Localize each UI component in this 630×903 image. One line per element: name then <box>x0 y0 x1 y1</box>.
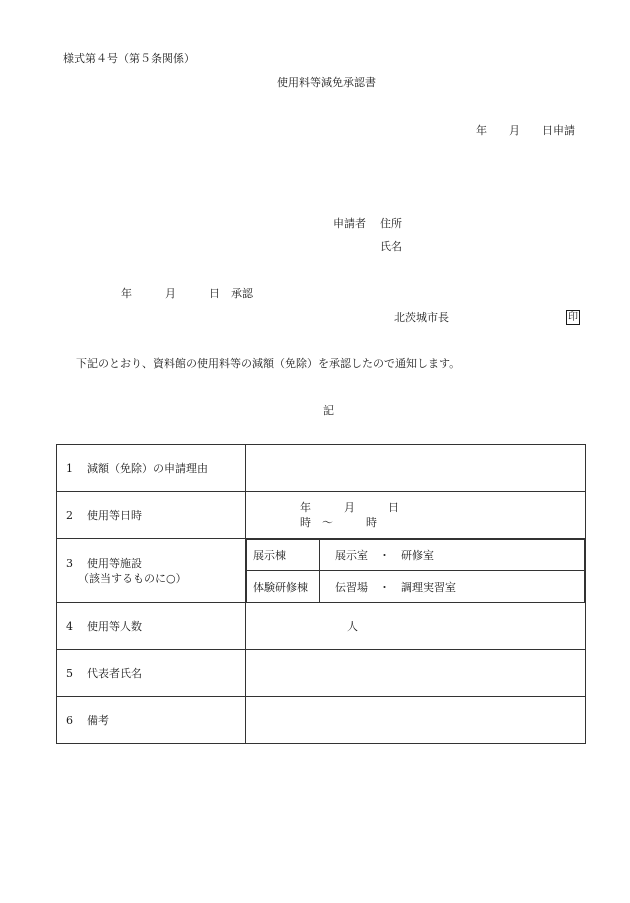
facility-sublabel: （該当するものに○） <box>78 571 187 585</box>
people-count-field[interactable]: 人 <box>246 603 586 650</box>
exhibit-rooms[interactable]: 展示室 ・ 研修室 <box>320 540 585 571</box>
people-count-label: 4 使用等人数 <box>57 603 246 650</box>
remarks-label: 6 備考 <box>57 697 246 744</box>
table-row <box>57 650 586 697</box>
table-row <box>57 445 586 492</box>
building-exhibit: 展示棟 <box>247 540 320 571</box>
remarks-field[interactable] <box>246 697 586 744</box>
applicant-label: 申請者 <box>333 217 366 230</box>
representative-label: 5 代表者氏名 <box>57 650 246 697</box>
table-row <box>57 697 586 744</box>
notice-text: 下記のとおり、資料館の使用料等の減額（免除）を承認したので通知します。 <box>76 357 461 370</box>
representative-field[interactable] <box>246 650 586 697</box>
facility-label: 3 使用等施設 （該当するものに○） <box>57 539 246 603</box>
details-table <box>56 444 586 744</box>
issuer-name: 北茨城市長 <box>394 311 449 324</box>
building-training: 体験研修棟 <box>247 571 320 602</box>
table-row <box>57 539 586 603</box>
facility-field <box>246 539 586 603</box>
datetime-field[interactable] <box>246 492 586 539</box>
address-label: 住所 <box>380 217 402 230</box>
form-number: 様式第４号（第５条関係） <box>63 52 195 65</box>
name-label: 氏名 <box>380 240 402 253</box>
reason-label: 1 減額（免除）の申請理由 <box>57 445 246 492</box>
datetime-label: 2 使用等日時 <box>57 492 246 539</box>
table-row <box>57 603 586 650</box>
approval-date: 年 月 日 承認 <box>121 287 253 300</box>
seal-mark: 印 <box>568 312 578 323</box>
ki-heading: 記 <box>323 404 334 417</box>
table-row <box>57 492 586 539</box>
training-rooms[interactable]: 伝習場 ・ 調理実習室 <box>320 571 585 602</box>
application-date: 年 月 日申請 <box>476 124 575 137</box>
date-line: 年 月 日 <box>300 501 399 514</box>
reason-field[interactable] <box>246 445 586 492</box>
time-line: 時 ～ 時 <box>300 516 377 529</box>
document-title: 使用料等減免承認書 <box>277 76 376 89</box>
